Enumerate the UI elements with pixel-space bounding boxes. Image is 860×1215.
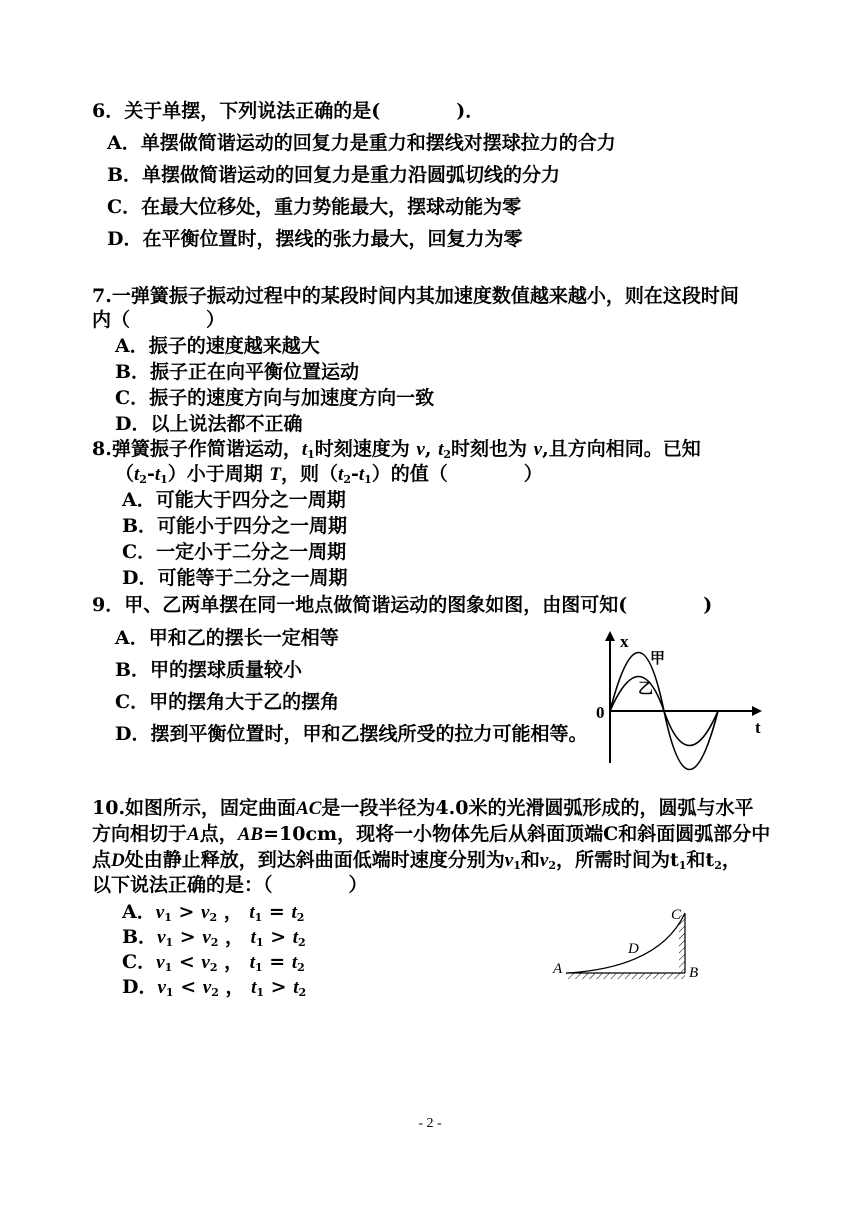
q10-stem-line2: 方向相切于A点，AB=10cm，现将一小物体先后从斜面顶端C和斜面圆弧部分中 <box>92 823 771 845</box>
q7-option-a: A．振子的速度越来越大 <box>115 335 320 357</box>
q7-stem-line2: 内（ ） <box>92 309 226 331</box>
q9-stem: 9．甲、乙两单摆在同一地点做简谐运动的图象如图，由图可知( ) <box>92 594 713 616</box>
q7-option-d: D．以上说法都不正确 <box>115 413 303 435</box>
label-b: B <box>689 965 699 981</box>
q10-option-d: D．$v_1 < v_2$ ， $t_1 > t_2$ <box>122 976 307 999</box>
q8-stem-line1: 8.弹簧振子作简谐运动，$t_1$时刻速度为 v, $t_2$时刻也为 v,且方向相同。已知 <box>92 438 701 461</box>
page-number: - 2 - <box>418 1116 442 1131</box>
q9-option-a: A．甲和乙的摆长一定相等 <box>115 627 339 649</box>
label-c: C <box>671 907 682 923</box>
q10-curved-surface-figure <box>550 905 710 985</box>
q6-option-b: B．单摆做简谐运动的回复力是重力沿圆弧切线的分力 <box>107 164 561 186</box>
q6-option-a: A．单摆做简谐运动的回复力是重力和摆线对摆球拉力的合力 <box>107 132 616 154</box>
ground-hatching <box>566 973 685 979</box>
jia-label: 甲 <box>650 651 666 667</box>
q7-stem-line1: 7.一弹簧振子振动过程中的某段时间内其加速度数值越来越小，则在这段时间 <box>92 285 739 307</box>
q10-stem-line1: 10.如图所示，固定曲面AC是一段半径为4.0米的光滑圆弧形成的，圆弧与水平 <box>92 797 754 819</box>
q10-option-b: B．$v_1 > v_2$ ， $t_1 > t_2$ <box>122 926 306 949</box>
wall-hatching <box>679 915 685 973</box>
q8-option-c: C．一定小于二分之一周期 <box>122 541 347 563</box>
q10-stem-line4: 以下说法正确的是：（ ） <box>92 874 368 896</box>
q6-option-d: D．在平衡位置时，摆线的张力最大，回复力为零 <box>107 228 523 250</box>
q8-option-b: B．可能小于四分之一周期 <box>122 515 348 537</box>
yi-label: 乙 <box>638 681 654 697</box>
x-axis-label: x <box>620 632 629 651</box>
q10-option-a: A．$v_1 > v_2$ ， $t_1 = t_2$ <box>122 901 305 924</box>
t-axis-arrow <box>752 706 762 716</box>
q10-stem-line3: 点D处由静止释放，到达斜曲面低端时速度分别为$v_1$和$v_2$，所需时间为$t_1$和$t_2$， <box>92 849 741 872</box>
q9-option-d: D．摆到平衡位置时，甲和乙摆线所受的拉力可能相等。 <box>115 723 588 745</box>
origin-label: 0 <box>596 703 605 722</box>
q7-option-b: B．振子正在向平衡位置运动 <box>115 361 360 383</box>
arc-ac <box>568 913 685 973</box>
q8-stem-line2: $(t_2-t_1)$小于周期 T，则$(t_2-t_1)$的值（ ） <box>115 463 543 486</box>
q9-option-b: B．甲的摆球质量较小 <box>115 659 303 681</box>
q9-option-c: C．甲的摆角大于乙的摆角 <box>115 691 340 713</box>
x-axis-arrow <box>605 631 615 641</box>
q8-option-d: D．可能等于二分之一周期 <box>122 567 348 589</box>
q7-option-c: C．振子的速度方向与加速度方向一致 <box>115 387 435 409</box>
q6-option-c: C．在最大位移处，重力势能最大，摆球动能为零 <box>107 196 522 218</box>
q9-oscillation-graph <box>592 625 772 765</box>
t-axis-label: t <box>755 718 761 737</box>
q8-option-a: A．可能大于四分之一周期 <box>122 489 346 511</box>
q10-option-c: C．$v_1 < v_2$ ， $t_1 = t_2$ <box>122 951 305 974</box>
label-a: A <box>553 961 563 977</box>
label-d: D <box>628 941 639 957</box>
q6-stem: 6．关于单摆，下列说法正确的是( )． <box>92 100 485 122</box>
